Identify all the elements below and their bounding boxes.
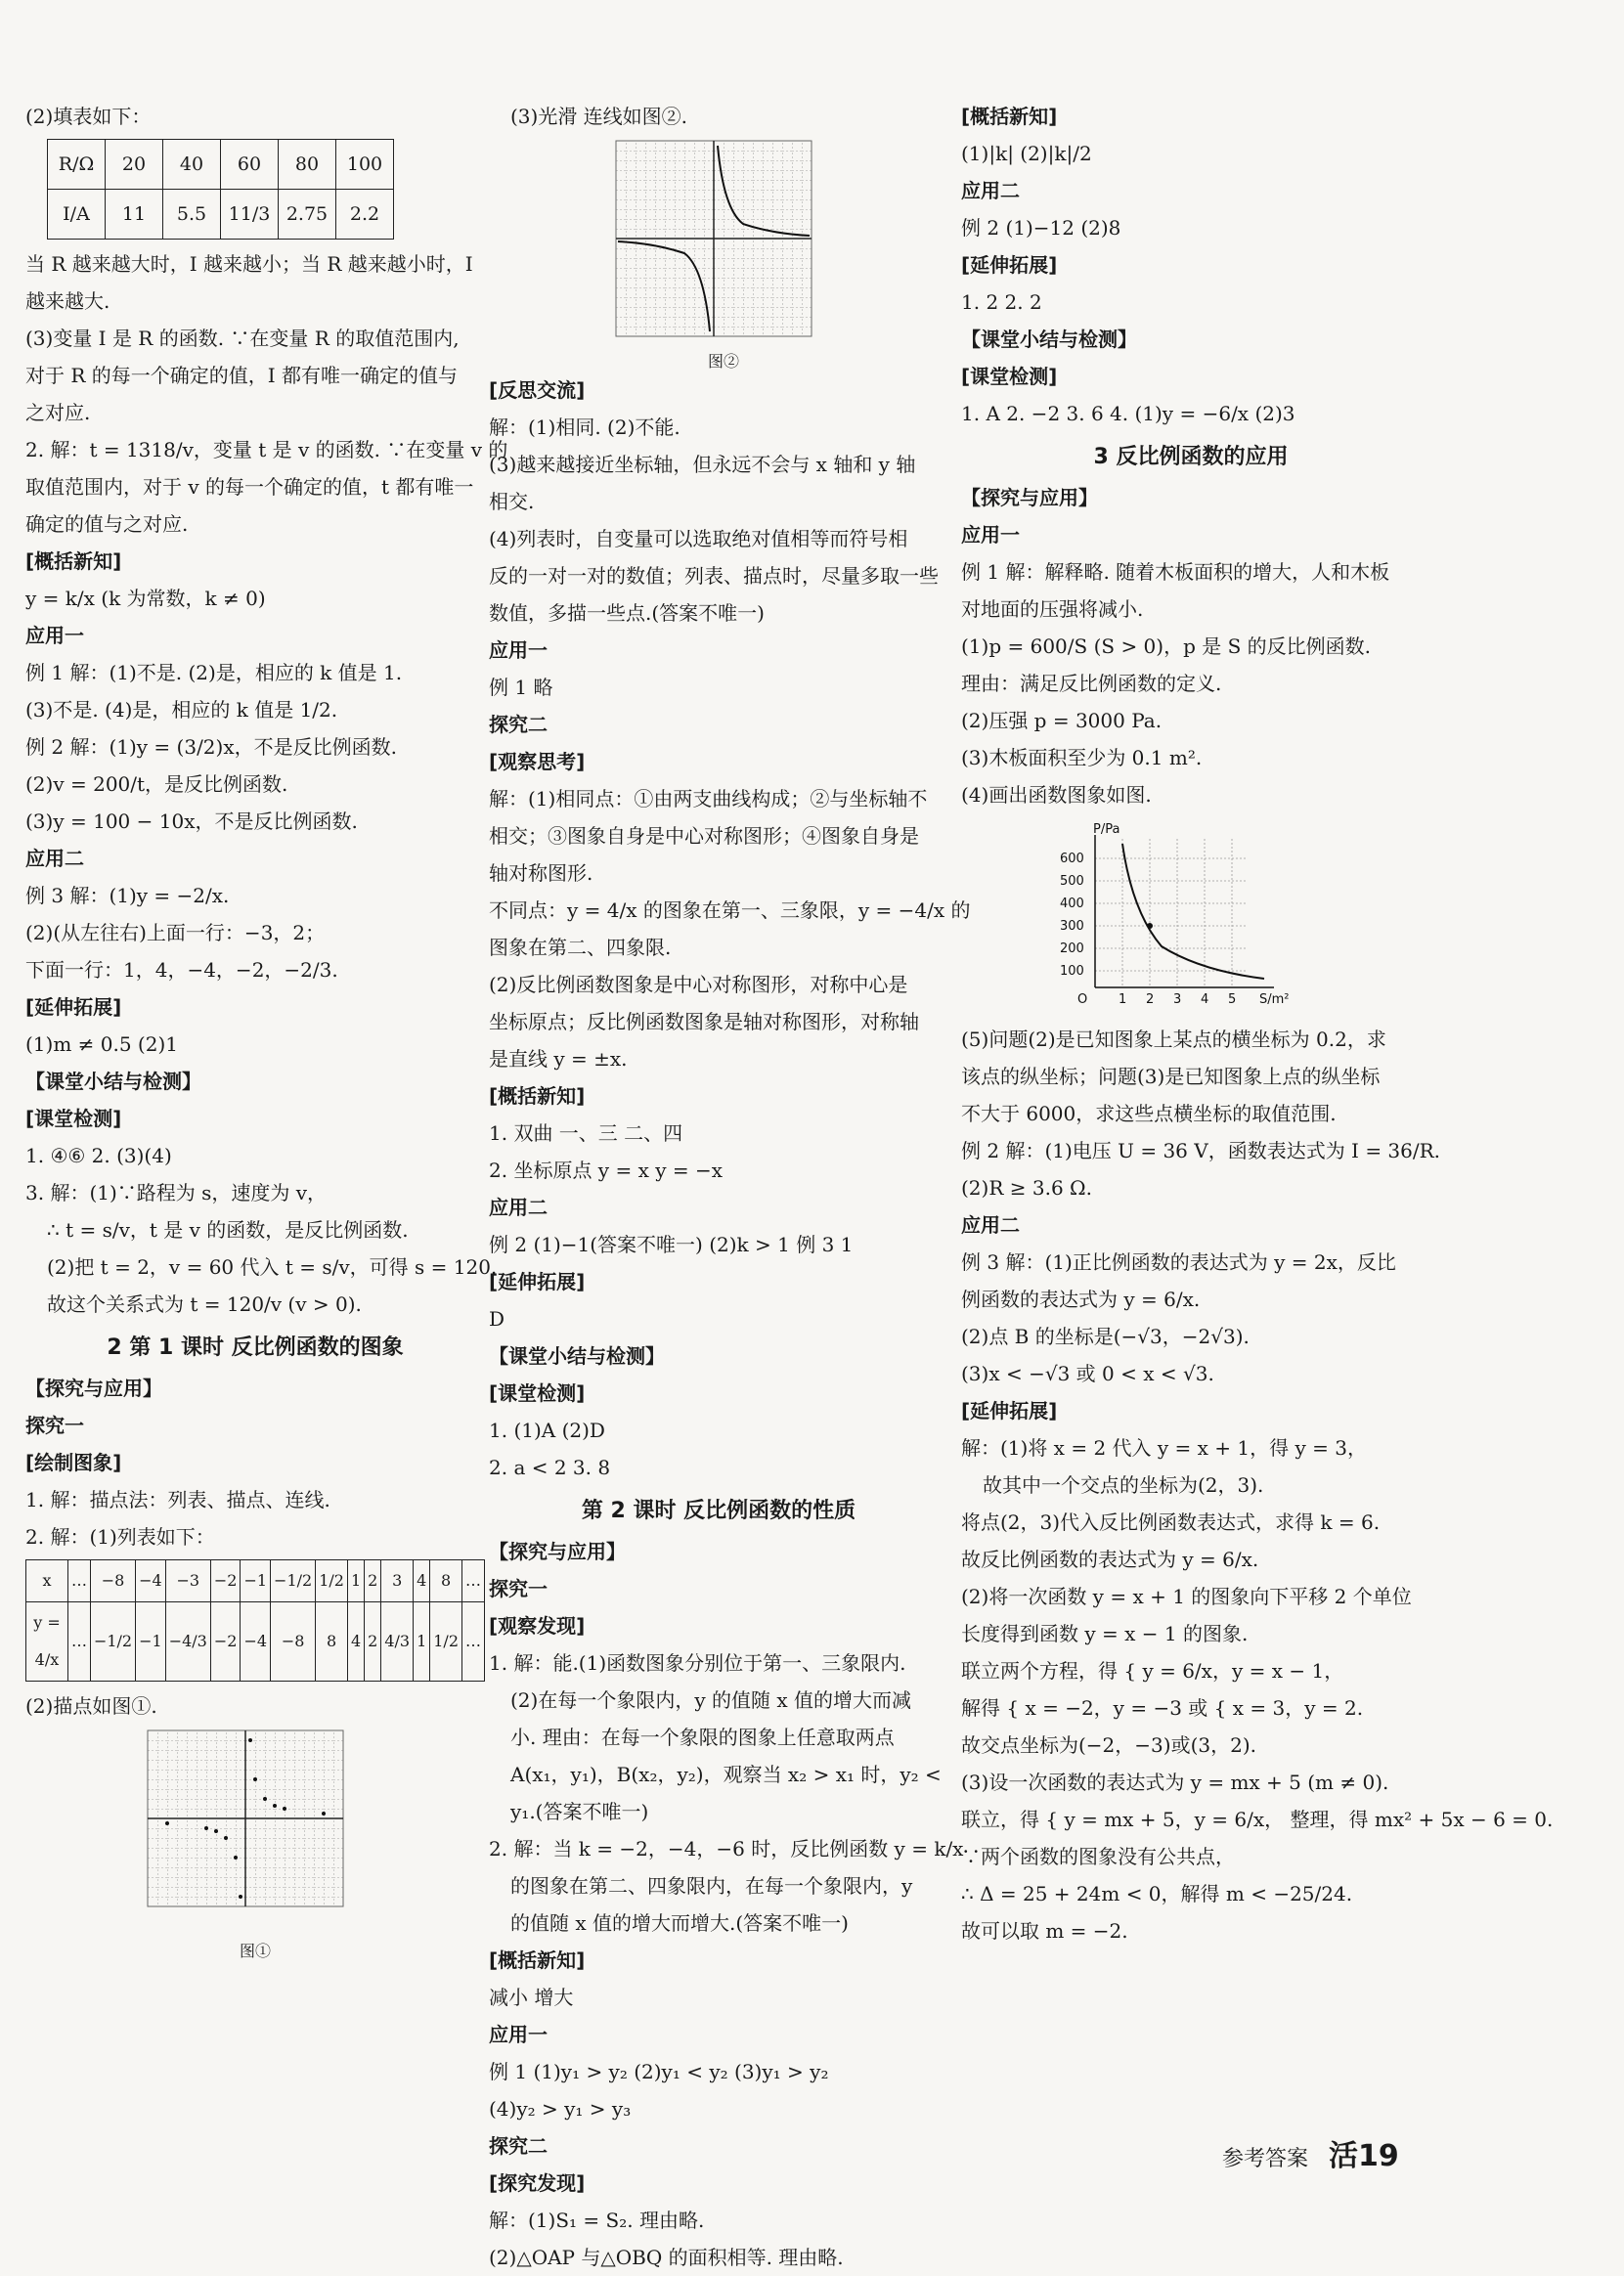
text-line: 1. 解：能.(1)函数图象分别位于第一、三象限内. bbox=[489, 1651, 906, 1675]
figure-caption: 图① bbox=[239, 1942, 271, 1960]
text-line: 1. 2 2. 2 bbox=[961, 290, 1042, 314]
text-line: 对于 R 的每一个确定的值，I 都有唯一确定的值与 bbox=[25, 364, 459, 387]
text-line: 下面一行：1，4，−4，−2，−2/3. bbox=[25, 958, 338, 982]
section-heading: 【课堂小结与检测】 bbox=[489, 1344, 665, 1368]
table-cell: 11 bbox=[106, 190, 163, 240]
text-line: 解得 { x = −2，y = −3 或 { x = 3，y = 2. bbox=[961, 1696, 1364, 1720]
table-cell: −1 bbox=[136, 1602, 166, 1682]
text-line: (2)反比例函数图象是中心对称图形，对称中心是 bbox=[489, 973, 908, 996]
text-line: 解：(1)S₁ = S₂. 理由略. bbox=[489, 2209, 705, 2232]
section-heading: 【课堂小结与检测】 bbox=[961, 328, 1137, 351]
text-line: (2)描点如图①. bbox=[25, 1694, 157, 1718]
text-line: 的值随 x 值的增大而增大.(答案不唯一) bbox=[510, 1911, 849, 1935]
table-cell: −8 bbox=[271, 1602, 316, 1682]
section-heading: 应用一 bbox=[961, 523, 1020, 547]
table-row bbox=[26, 1602, 485, 1682]
plot-y-tick: 200 bbox=[1060, 941, 1084, 956]
table-cell: 20 bbox=[106, 140, 163, 190]
xy-value-table bbox=[25, 1559, 485, 1682]
grid-figure-1 bbox=[148, 1730, 363, 1936]
table-row bbox=[48, 140, 394, 190]
page-footer bbox=[1222, 2131, 1399, 2174]
text-line: 例 2 (1)−1(答案不唯一) (2)k > 1 例 3 1 bbox=[489, 1233, 854, 1256]
text-line: (1)|k| (2)|k|/2 bbox=[961, 142, 1092, 165]
text-line: 例 2 解：(1)电压 U = 36 V，函数表达式为 I = 36/R. bbox=[961, 1139, 1441, 1162]
text-line: 例 2 解：(1)y = (3/2)x，不是反比例函数. bbox=[25, 735, 397, 759]
table-cell: 1 bbox=[347, 1560, 364, 1602]
section-heading: 应用二 bbox=[961, 1213, 1020, 1237]
text-line: (3)木板面积至少为 0.1 m². bbox=[961, 746, 1203, 769]
text-line: 1. ④⑥ 2. (3)(4) bbox=[25, 1144, 172, 1167]
section-heading: [课堂检测] bbox=[961, 365, 1058, 388]
text-line: 减小 增大 bbox=[489, 1986, 574, 2009]
text-line: 越来越大. bbox=[25, 289, 110, 313]
column-2 bbox=[489, 98, 971, 2276]
table-cell: 80 bbox=[279, 140, 336, 190]
section-heading: 应用二 bbox=[489, 1196, 548, 1219]
table-cell: −4 bbox=[241, 1602, 271, 1682]
text-line: (2)v = 200/t，是反比例函数. bbox=[25, 772, 288, 796]
text-line: (5)问题(2)是已知图象上某点的横坐标为 0.2，求 bbox=[961, 1028, 1386, 1051]
table-cell: 100 bbox=[336, 140, 394, 190]
text-line: 该点的纵坐标；问题(3)是已知图象上点的纵坐标 bbox=[961, 1065, 1381, 1088]
text-line: 相交；③图象自身是中心对称图形；④图象自身是 bbox=[489, 824, 919, 848]
plot-y-tick: 100 bbox=[1060, 964, 1084, 979]
text-line: 例函数的表达式为 y = 6/x. bbox=[961, 1288, 1201, 1311]
table-row bbox=[48, 190, 394, 240]
table-cell: −2 bbox=[210, 1560, 241, 1602]
table-cell: −8 bbox=[90, 1560, 135, 1602]
text-line: 轴对称图形. bbox=[489, 861, 593, 885]
text-line: 例 3 解：(1)y = −2/x. bbox=[25, 884, 230, 907]
section-heading: [概括新知] bbox=[489, 1948, 586, 1972]
text-line: 故可以取 m = −2. bbox=[961, 1919, 1128, 1943]
plot-x-tick: 5 bbox=[1228, 992, 1237, 1007]
text-line: (2)在每一个象限内，y 的值随 x 值的增大而减 bbox=[510, 1688, 911, 1712]
text-line: 故反比例函数的表达式为 y = 6/x. bbox=[961, 1548, 1259, 1571]
text-line: 例 1 略 bbox=[489, 676, 553, 699]
text-line: y = k/x (k 为常数，k ≠ 0) bbox=[25, 587, 266, 610]
table-cell: R/Ω bbox=[48, 140, 106, 190]
section-heading: [观察思考] bbox=[489, 750, 586, 773]
section-heading: 应用二 bbox=[961, 179, 1020, 202]
text-line: 不大于 6000，求这些点横坐标的取值范围. bbox=[961, 1102, 1337, 1125]
text-line: 2. 解：(1)列表如下： bbox=[25, 1525, 215, 1549]
text-line: 解：(1)将 x = 2 代入 y = x + 1，得 y = 3， bbox=[961, 1436, 1367, 1460]
table-cell: 4 bbox=[347, 1602, 364, 1682]
table-cell: … bbox=[67, 1602, 90, 1682]
table-cell: 5.5 bbox=[163, 190, 221, 240]
text-line: ∴ t = s/v，t 是 v 的函数，是反比例函数. bbox=[47, 1218, 409, 1242]
plot-x-tick: 1 bbox=[1119, 992, 1127, 1007]
text-line: (4)画出函数图象如图. bbox=[961, 783, 1152, 807]
text-line: 小. 理由：在每一个象限的图象上任意取两点 bbox=[510, 1726, 895, 1749]
table-cell: 11/3 bbox=[221, 190, 279, 240]
text-line: 数值，多描一些点.(答案不唯一) bbox=[489, 601, 765, 625]
table-cell: x bbox=[26, 1560, 68, 1602]
text-line: 联立两个方程，得 { y = 6/x，y = x − 1， bbox=[961, 1659, 1344, 1683]
table-cell: −1/2 bbox=[90, 1602, 135, 1682]
plot-origin-label: O bbox=[1077, 992, 1088, 1007]
section-heading: [延伸拓展] bbox=[961, 1399, 1058, 1422]
table-row bbox=[26, 1560, 485, 1602]
section-heading: [概括新知] bbox=[25, 549, 122, 573]
section-heading: 应用二 bbox=[25, 847, 84, 870]
resistance-current-table bbox=[47, 139, 394, 240]
text-line: 之对应. bbox=[25, 401, 91, 424]
text-line: 解：(1)相同点：①由两支曲线构成；②与坐标轴不 bbox=[489, 787, 928, 810]
section-heading: [课堂检测] bbox=[489, 1381, 586, 1405]
text-line: 2. 坐标原点 y = x y = −x bbox=[489, 1159, 724, 1182]
section-heading: 探究一 bbox=[25, 1414, 84, 1437]
table-cell: 1/2 bbox=[430, 1602, 462, 1682]
figure-caption: 图② bbox=[707, 352, 739, 371]
table-cell: 2.2 bbox=[336, 190, 394, 240]
text-line: (2)(从左往右)上面一行：−3，2； bbox=[25, 921, 326, 944]
text-line: (2)填表如下： bbox=[25, 105, 152, 128]
plot-x-tick: 4 bbox=[1201, 992, 1209, 1007]
text-line: 取值范围内，对于 v 的每一个确定的值，t 都有唯一 bbox=[25, 475, 474, 499]
table-cell: y = 4/x bbox=[26, 1602, 68, 1682]
section-heading: [延伸拓展] bbox=[25, 995, 122, 1019]
plot-y-tick: 400 bbox=[1060, 897, 1084, 911]
text-line: 图象在第二、四象限. bbox=[489, 936, 672, 959]
text-line: 故交点坐标为(−2，−3)或(3，2). bbox=[961, 1733, 1256, 1757]
text-line: 1. (1)A (2)D bbox=[489, 1419, 605, 1442]
text-line: 相交. bbox=[489, 490, 535, 513]
text-line: (4)列表时，自变量可以选取绝对值相等而符号相 bbox=[489, 527, 908, 550]
text-line: 长度得到函数 y = x − 1 的图象. bbox=[961, 1622, 1249, 1645]
table-cell: I/A bbox=[48, 190, 106, 240]
section-heading: 【探究与应用】 bbox=[961, 486, 1098, 509]
text-line: (2)压强 p = 3000 Pa. bbox=[961, 709, 1163, 732]
text-line: 2. 解：t = 1318/v，变量 t 是 v 的函数. ∵在变量 v 的 bbox=[25, 438, 508, 461]
text-line: 将点(2，3)代入反比例函数表达式，求得 k = 6. bbox=[961, 1510, 1381, 1534]
section-heading: [延伸拓展] bbox=[489, 1270, 586, 1293]
section-heading: [延伸拓展] bbox=[961, 253, 1058, 277]
section-heading: 应用一 bbox=[489, 638, 548, 662]
table-cell: 4/3 bbox=[381, 1602, 414, 1682]
table-cell: 2 bbox=[365, 1560, 381, 1602]
section-heading: 应用一 bbox=[25, 624, 84, 647]
text-line: 例 1 解：解释略. 随着木板面积的增大，人和木板 bbox=[961, 560, 1390, 584]
plot-y-label: P/Pa bbox=[1093, 822, 1120, 837]
section-heading: [课堂检测] bbox=[25, 1107, 122, 1130]
text-line: (3)设一次函数的表达式为 y = mx + 5 (m ≠ 0). bbox=[961, 1771, 1389, 1794]
text-line: 例 2 (1)−12 (2)8 bbox=[961, 216, 1121, 240]
text-line: 不同点：y = 4/x 的图象在第一、三象限，y = −4/x 的 bbox=[489, 898, 971, 922]
text-line: (2)R ≥ 3.6 Ω. bbox=[961, 1176, 1092, 1200]
section-title: 2 第 1 课时 反比例函数的图象 bbox=[107, 1335, 404, 1360]
footer-label: 参考答案 bbox=[1222, 2147, 1309, 2171]
text-line: 故其中一个交点的坐标为(2，3). bbox=[983, 1473, 1264, 1497]
text-line: (2)点 B 的坐标是(−√3，−2√3). bbox=[961, 1325, 1250, 1348]
text-line: (2)△OAP 与△OBQ 的面积相等. 理由略. bbox=[489, 2246, 844, 2269]
text-line: 1. 双曲 一、三 二、四 bbox=[489, 1121, 683, 1145]
table-cell: −1/2 bbox=[271, 1560, 316, 1602]
table-cell: 40 bbox=[163, 140, 221, 190]
text-line: 2. a < 2 3. 8 bbox=[489, 1456, 611, 1479]
table-cell: −4/3 bbox=[165, 1602, 210, 1682]
plot-x-tick: 2 bbox=[1146, 992, 1155, 1007]
text-line: (3)y = 100 − 10x，不是反比例函数. bbox=[25, 810, 358, 833]
text-line: 故这个关系式为 t = 120/v (v > 0). bbox=[47, 1292, 362, 1316]
column-1 bbox=[25, 98, 508, 1961]
section-heading: 应用一 bbox=[489, 2023, 548, 2046]
plot-x-tick: 3 bbox=[1173, 992, 1182, 1007]
text-line: 2. 解：当 k = −2，−4，−6 时，反比例函数 y = k/x bbox=[489, 1837, 964, 1860]
pressure-area-plot bbox=[1054, 819, 1308, 1015]
table-cell: 4 bbox=[414, 1560, 430, 1602]
text-line: 1. 解：描点法：列表、描点、连线. bbox=[25, 1488, 330, 1511]
section-heading: 探究一 bbox=[489, 1577, 548, 1600]
section-heading: [探究发现] bbox=[489, 2171, 586, 2195]
section-heading: [概括新知] bbox=[489, 1084, 586, 1108]
text-line: 坐标原点；反比例函数图象是轴对称图形，对称轴 bbox=[489, 1010, 919, 1033]
table-cell: 8 bbox=[316, 1602, 348, 1682]
text-line: (3)不是. (4)是，相应的 k 值是 1/2. bbox=[25, 698, 338, 722]
text-line: ∵两个函数的图象没有公共点， bbox=[961, 1845, 1235, 1868]
text-line: 1. A 2. −2 3. 6 4. (1)y = −6/x (2)3 bbox=[961, 402, 1295, 425]
text-line: (3)x < −√3 或 0 < x < √3. bbox=[961, 1362, 1214, 1385]
table-cell: −4 bbox=[136, 1560, 166, 1602]
table-cell: 1 bbox=[414, 1602, 430, 1682]
table-cell: −3 bbox=[165, 1560, 210, 1602]
table-cell: −1 bbox=[241, 1560, 271, 1602]
table-cell: … bbox=[462, 1602, 485, 1682]
text-line: (3)越来越接近坐标轴，但永远不会与 x 轴和 y 轴 bbox=[489, 453, 916, 476]
section-title: 3 反比例函数的应用 bbox=[1093, 445, 1289, 469]
text-line: y₁.(答案不唯一) bbox=[510, 1800, 649, 1823]
section-heading: [概括新知] bbox=[961, 105, 1058, 128]
table-cell: … bbox=[67, 1560, 90, 1602]
text-line: 例 1 (1)y₁ > y₂ (2)y₁ < y₂ (3)y₁ > y₂ bbox=[489, 2060, 829, 2083]
text-line: 是直线 y = ±x. bbox=[489, 1047, 628, 1071]
table-cell: −2 bbox=[210, 1602, 241, 1682]
section-heading: 探究二 bbox=[489, 713, 548, 736]
text-line: 3. 解：(1)∵路程为 s，速度为 v， bbox=[25, 1181, 328, 1204]
text-line: 对地面的压强将减小. bbox=[961, 597, 1144, 621]
section-heading: [观察发现] bbox=[489, 1614, 586, 1638]
text-line: (3)光滑 连线如图②. bbox=[510, 105, 688, 128]
plot-y-tick: 300 bbox=[1060, 919, 1084, 934]
text-line: (3)变量 I 是 R 的函数. ∵在变量 R 的取值范围内, bbox=[25, 327, 460, 350]
table-cell: … bbox=[462, 1560, 485, 1602]
section-heading: 【课堂小结与检测】 bbox=[25, 1070, 201, 1093]
text-line: 联立，得 { y = mx + 5，y = 6/x， 整理，得 mx² + 5x − 6 = 0. bbox=[961, 1808, 1554, 1831]
text-line: 确定的值与之对应. bbox=[25, 512, 189, 536]
text-line: 解：(1)相同. (2)不能. bbox=[489, 416, 680, 439]
section-heading: [反思交流] bbox=[489, 378, 586, 402]
table-cell: 8 bbox=[430, 1560, 462, 1602]
column-3 bbox=[961, 98, 1554, 1949]
text-line: ∴ Δ = 25 + 24m < 0，解得 m < −25/24. bbox=[961, 1882, 1353, 1905]
table-cell: 1/2 bbox=[316, 1560, 348, 1602]
section-heading: 【探究与应用】 bbox=[489, 1540, 626, 1563]
text-line: 例 3 解：(1)正比例函数的表达式为 y = 2x，反比 bbox=[961, 1250, 1396, 1274]
plot-y-tick: 500 bbox=[1060, 874, 1084, 889]
table-cell: 2 bbox=[365, 1602, 381, 1682]
text-line: 当 R 越来越大时，I 越来越小；当 R 越来越小时，I bbox=[25, 252, 473, 276]
plot-y-tick: 600 bbox=[1060, 852, 1084, 866]
section-heading: 探究二 bbox=[489, 2134, 548, 2158]
page-number: 活19 bbox=[1329, 2139, 1399, 2173]
table-cell: 60 bbox=[221, 140, 279, 190]
table-cell: 3 bbox=[381, 1560, 414, 1602]
text-line: 反的一对一对的数值；列表、描点时，尽量多取一些 bbox=[489, 564, 939, 588]
text-line: (1)p = 600/S (S > 0)，p 是 S 的反比例函数. bbox=[961, 635, 1372, 658]
text-line: (2)把 t = 2，v = 60 代入 t = s/v，可得 s = 120. bbox=[47, 1255, 498, 1279]
grid-figure-2 bbox=[616, 141, 831, 346]
section-title: 第 2 课时 反比例函数的性质 bbox=[581, 1499, 856, 1523]
text-line: 例 1 解：(1)不是. (2)是，相应的 k 值是 1. bbox=[25, 661, 403, 684]
section-heading: 【探究与应用】 bbox=[25, 1377, 162, 1400]
text-line: D bbox=[489, 1307, 505, 1331]
text-line: 理由：满足反比例函数的定义. bbox=[961, 672, 1222, 695]
text-line: (1)m ≠ 0.5 (2)1 bbox=[25, 1032, 178, 1056]
section-heading: [绘制图象] bbox=[25, 1451, 122, 1474]
text-line: (2)将一次函数 y = x + 1 的图象向下平移 2 个单位 bbox=[961, 1585, 1412, 1608]
text-line: A(x₁，y₁)，B(x₂，y₂)，观察当 x₂ > x₁ 时，y₂ < bbox=[510, 1763, 942, 1786]
text-line: 的图象在第二、四象限内，在每一个象限内，y bbox=[510, 1874, 913, 1898]
table-cell: 2.75 bbox=[279, 190, 336, 240]
plot-x-label: S/m² bbox=[1259, 992, 1290, 1007]
text-line: (4)y₂ > y₁ > y₃ bbox=[489, 2097, 632, 2121]
